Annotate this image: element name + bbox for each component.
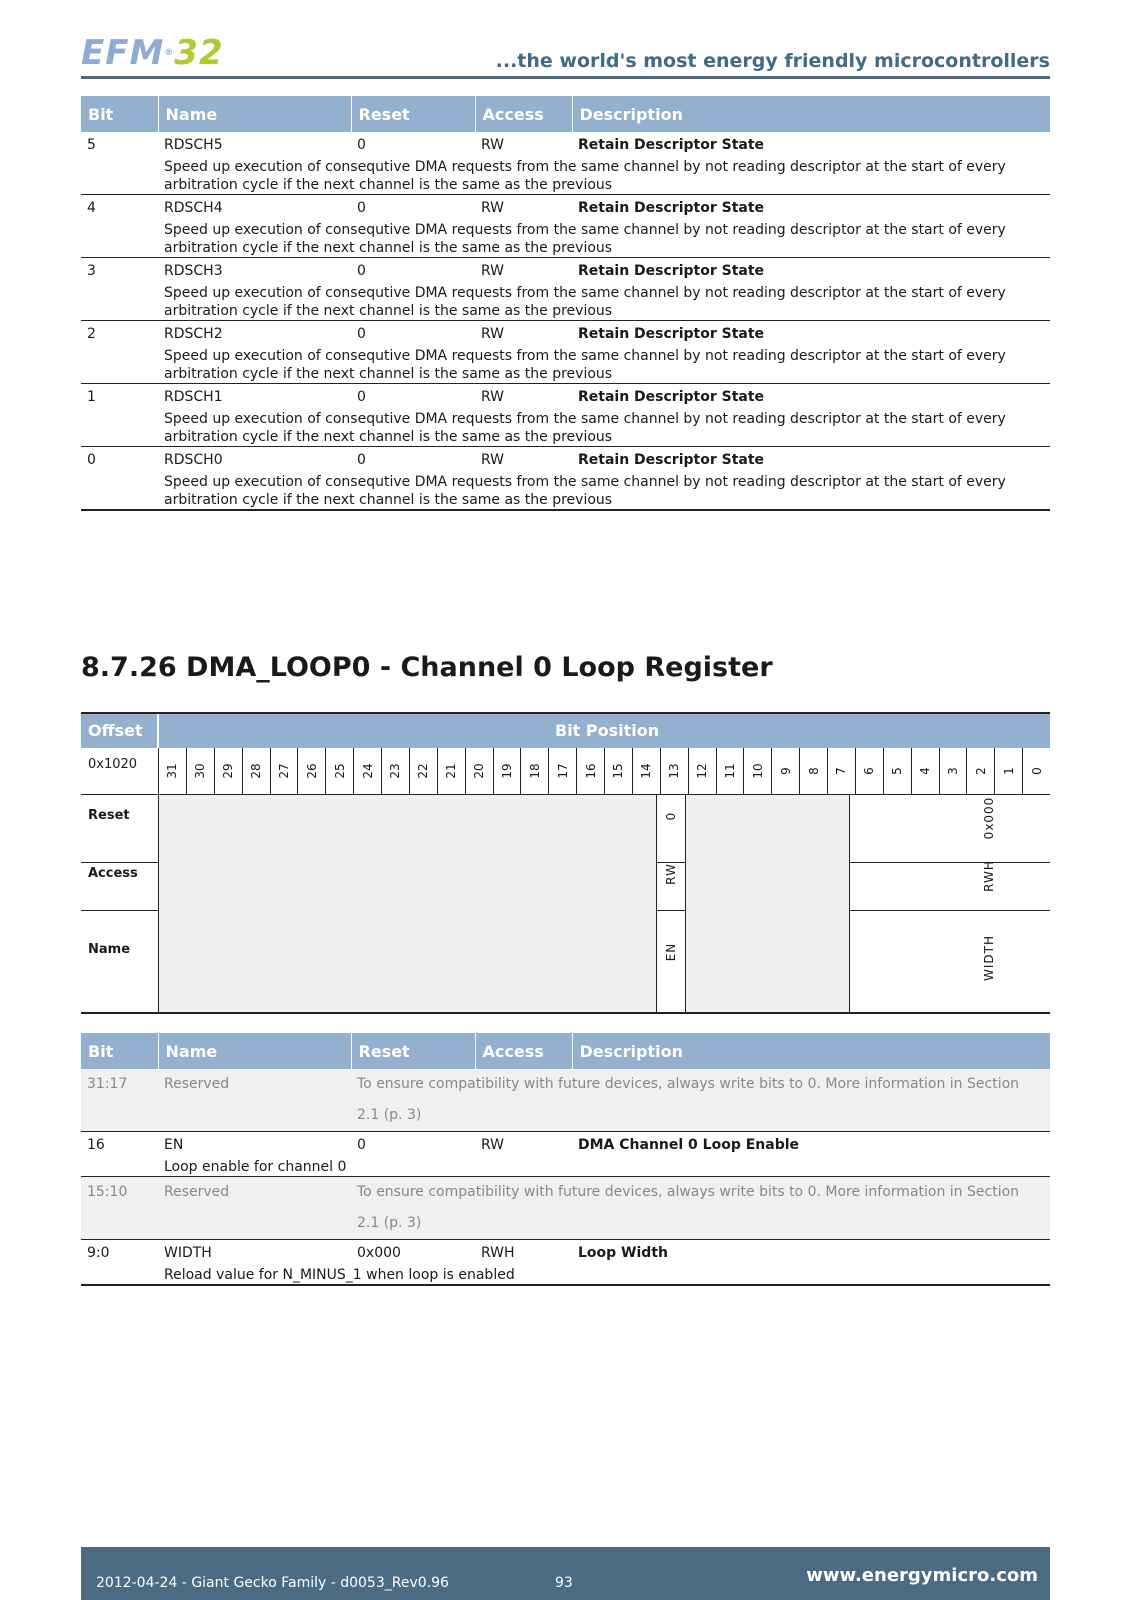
bit-cell [576, 748, 604, 794]
bit-cell [270, 748, 298, 794]
table-row [81, 132, 1050, 158]
bit-cell [911, 748, 939, 794]
field-title: Retain Descriptor State [578, 200, 765, 216]
bit-number: 20 [472, 763, 487, 779]
bit-position-label: Bit Position [555, 721, 660, 740]
bit-cell [966, 748, 994, 794]
table-row-description [81, 1266, 1050, 1285]
field-bit: 3 [87, 263, 96, 279]
field-reset: 0 [357, 263, 366, 279]
field-reset: 0 [357, 1137, 366, 1153]
bit-cell [297, 748, 325, 794]
field-access: RW [481, 137, 505, 153]
field-name: WIDTH [164, 1245, 212, 1261]
bit-number: 25 [332, 763, 347, 779]
en-access: RW [664, 863, 678, 885]
field-description: Speed up execution of consequtive DMA requests from the same channel by not reading descriptor at the start of every arbitration cycle if the next channel is the same as the previous [164, 411, 1006, 445]
col-rule [656, 794, 657, 1012]
bit-number: 27 [276, 763, 291, 779]
field-name: RDSCH3 [164, 263, 223, 279]
empty-cell [81, 221, 158, 258]
bit-cell [939, 748, 967, 794]
field-access: RW [481, 452, 505, 468]
field-access: RW [481, 326, 505, 342]
field-name: Reserved [158, 1069, 351, 1132]
bit-cell [353, 748, 381, 794]
bit-number: 12 [695, 763, 710, 779]
field-bit: 31:17 [81, 1069, 158, 1132]
col-reset: Reset [351, 96, 475, 132]
bit-number: 3 [945, 767, 960, 775]
bit-cell [799, 748, 827, 794]
bit-number: 22 [416, 763, 431, 779]
width-name: WIDTH [982, 935, 996, 981]
empty-cell [81, 347, 158, 384]
table-row-description [81, 410, 1050, 447]
bit-number: 4 [918, 767, 933, 775]
field-reset: 0 [357, 389, 366, 405]
page-number: 93 [555, 1575, 573, 1591]
bit-cell [883, 748, 911, 794]
bit-number: 15 [611, 763, 626, 779]
field-description: Loop enable for channel 0 [164, 1159, 347, 1175]
efm32-logo [81, 33, 224, 73]
logo-letters: EFM [81, 33, 165, 73]
en-name: EN [664, 942, 678, 962]
bit-cell [242, 748, 270, 794]
field-title: DMA Channel 0 Loop Enable [578, 1137, 800, 1153]
field-description: Speed up execution of consequtive DMA requests from the same channel by not reading descriptor at the start of every arbitration cycle if the next channel is the same as the previous [164, 159, 1006, 193]
field-name: RDSCH5 [164, 137, 223, 153]
bit-cell [743, 748, 771, 794]
col-rule [849, 794, 850, 1012]
section-title: 8.7.26 DMA_LOOP0 - Channel 0 Loop Register [81, 652, 773, 683]
bit-cell [688, 748, 716, 794]
table-header-row [81, 96, 1050, 132]
field-title: Loop Width [578, 1245, 668, 1261]
field-bit: 16 [87, 1137, 105, 1153]
bit-cell [827, 748, 855, 794]
empty-cell [81, 410, 158, 447]
bit-cell [493, 748, 521, 794]
field-name: RDSCH4 [164, 200, 223, 216]
reserved-area-mid [685, 795, 849, 1012]
field-access: RW [481, 1137, 505, 1153]
field-name: EN [164, 1137, 184, 1153]
page-header [81, 33, 1050, 80]
register-bottom-rule [81, 1012, 1050, 1014]
bit-number: 5 [890, 767, 905, 775]
field-access: RW [481, 200, 505, 216]
col-rule [685, 794, 686, 1012]
field-description: Speed up execution of consequtive DMA requests from the same channel by not reading descriptor at the start of every arbitration cycle if the next channel is the same as the previous [164, 348, 1006, 382]
field-description: Reload value for N_MINUS_1 when loop is enabled [164, 1267, 515, 1283]
table-row [81, 1240, 1050, 1267]
logo-registered-mark: ® [164, 48, 175, 58]
col-name: Name [158, 96, 351, 132]
reserved-area-high [159, 795, 656, 1012]
table-row [81, 384, 1050, 411]
bit-cell [771, 748, 799, 794]
bit-cell [381, 748, 409, 794]
bit-number: 24 [360, 763, 375, 779]
field-reset: 0 [357, 326, 366, 342]
footer-website-link[interactable]: www.energymicro.com [806, 1565, 1038, 1586]
field-bit: 1 [87, 389, 96, 405]
table-header-row [81, 1033, 1050, 1069]
field-description: Speed up execution of consequtive DMA requests from the same channel by not reading descriptor at the start of every arbitration cycle if the next channel is the same as the previous [164, 474, 1006, 508]
bit-number: 31 [165, 763, 180, 779]
register-address: 0x1020 [88, 757, 138, 772]
field-name: RDSCH0 [164, 452, 223, 468]
table-row-description [81, 347, 1050, 384]
empty-cell [81, 1158, 158, 1177]
bit-cell [325, 748, 353, 794]
logo-number: 32 [174, 33, 224, 73]
field-table-loop0 [81, 1033, 1050, 1286]
col-bit: Bit [81, 96, 158, 132]
page-footer [81, 1547, 1050, 1600]
field-description: To ensure compatibility with future devices, always write bits to 0. More information in Section 2.1 (p. 3) [351, 1069, 1050, 1132]
row-label-reset: Reset [88, 808, 130, 823]
col-reset: Reset [351, 1033, 475, 1069]
bit-cell [716, 748, 744, 794]
row-label-name: Name [88, 942, 131, 957]
field-bit: 5 [87, 137, 96, 153]
field-description: Speed up execution of consequtive DMA requests from the same channel by not reading descriptor at the start of every arbitration cycle if the next channel is the same as the previous [164, 285, 1006, 319]
bit-cell [158, 748, 186, 794]
field-title: Retain Descriptor State [578, 263, 765, 279]
bit-number: 11 [722, 763, 737, 779]
field-reset: 0 [357, 137, 366, 153]
field-bit: 9:0 [87, 1245, 110, 1261]
table-row [81, 258, 1050, 285]
bit-number: 23 [388, 763, 403, 779]
table-row [81, 195, 1050, 222]
en-reset: 0 [664, 811, 678, 821]
header-tagline: ...the world's most energy friendly microcontrollers [495, 50, 1050, 72]
table-row-description [81, 1158, 1050, 1177]
empty-cell [81, 158, 158, 195]
table-row [81, 447, 1050, 474]
field-bit: 15:10 [81, 1177, 158, 1240]
field-reset: 0 [357, 452, 366, 468]
field-title: Retain Descriptor State [578, 452, 765, 468]
table-row-description [81, 473, 1050, 510]
col-bit: Bit [81, 1033, 158, 1069]
empty-cell [81, 473, 158, 510]
bit-number: 16 [583, 763, 598, 779]
field-name: Reserved [158, 1177, 351, 1240]
header-rule [81, 76, 1050, 79]
bit-cell [520, 748, 548, 794]
bit-number: 6 [862, 767, 877, 775]
table-row-description [81, 284, 1050, 321]
field-bit: 4 [87, 200, 96, 216]
bit-cell [855, 748, 883, 794]
field-reset: 0 [357, 200, 366, 216]
table-row-description [81, 221, 1050, 258]
bit-cell [660, 748, 688, 794]
bit-number: 17 [555, 763, 570, 779]
bit-number: 9 [778, 767, 793, 775]
bit-cell [1022, 748, 1050, 794]
bit-cell [186, 748, 214, 794]
bit-number: 1 [1001, 767, 1016, 775]
bit-cell [409, 748, 437, 794]
field-table-rdsch [81, 96, 1050, 511]
bit-number: 2 [973, 767, 988, 775]
width-access: RWH [982, 860, 996, 892]
bit-number: 21 [444, 763, 459, 779]
bit-cell [994, 748, 1022, 794]
table-row [81, 321, 1050, 348]
bit-number: 18 [527, 763, 542, 779]
col-access: Access [475, 96, 572, 132]
bit-number: 10 [750, 763, 765, 779]
table-row [81, 1132, 1050, 1159]
offset-label: Offset [88, 721, 143, 740]
bit-number: 8 [806, 767, 821, 775]
empty-cell [81, 284, 158, 321]
bit-number: 28 [249, 763, 264, 779]
bit-number: 13 [667, 763, 682, 779]
col-description: Description [572, 1033, 1050, 1069]
bit-cell [548, 748, 576, 794]
col-rule [158, 794, 159, 1012]
bit-number: 0 [1029, 767, 1044, 775]
field-bit: 2 [87, 326, 96, 342]
field-title: Retain Descriptor State [578, 137, 765, 153]
bit-cell [604, 748, 632, 794]
field-description: To ensure compatibility with future devices, always write bits to 0. More information in Section 2.1 (p. 3) [351, 1177, 1050, 1240]
table-row-description [81, 158, 1050, 195]
empty-cell [81, 1266, 158, 1285]
bit-number: 30 [193, 763, 208, 779]
field-access: RW [481, 263, 505, 279]
bit-number: 29 [221, 763, 236, 779]
field-description: Speed up execution of consequtive DMA requests from the same channel by not reading descriptor at the start of every arbitration cycle if the next channel is the same as the previous [164, 222, 1006, 256]
bit-cell [632, 748, 660, 794]
col-access: Access [475, 1033, 572, 1069]
table-row-reserved [81, 1177, 1050, 1240]
field-bit: 0 [87, 452, 96, 468]
field-title: Retain Descriptor State [578, 326, 765, 342]
bit-number: 19 [499, 763, 514, 779]
width-reset: 0x000 [982, 796, 996, 840]
field-name: RDSCH1 [164, 389, 223, 405]
register-header [81, 714, 1050, 748]
bit-number: 26 [304, 763, 319, 779]
bit-number: 7 [834, 767, 849, 775]
table-row-reserved [81, 1069, 1050, 1132]
field-reset: 0x000 [357, 1245, 401, 1261]
field-name: RDSCH2 [164, 326, 223, 342]
field-title: Retain Descriptor State [578, 389, 765, 405]
bit-cell [437, 748, 465, 794]
bit-number: 14 [639, 763, 654, 779]
col-name: Name [158, 1033, 351, 1069]
col-description: Description [572, 96, 1050, 132]
header-separator [157, 714, 159, 748]
bit-cell [214, 748, 242, 794]
footer-doc-info: 2012-04-24 - Giant Gecko Family - d0053_Rev0.96 [96, 1575, 449, 1591]
bit-cell [465, 748, 493, 794]
field-access: RWH [481, 1245, 515, 1261]
row-label-access: Access [88, 866, 138, 881]
field-access: RW [481, 389, 505, 405]
